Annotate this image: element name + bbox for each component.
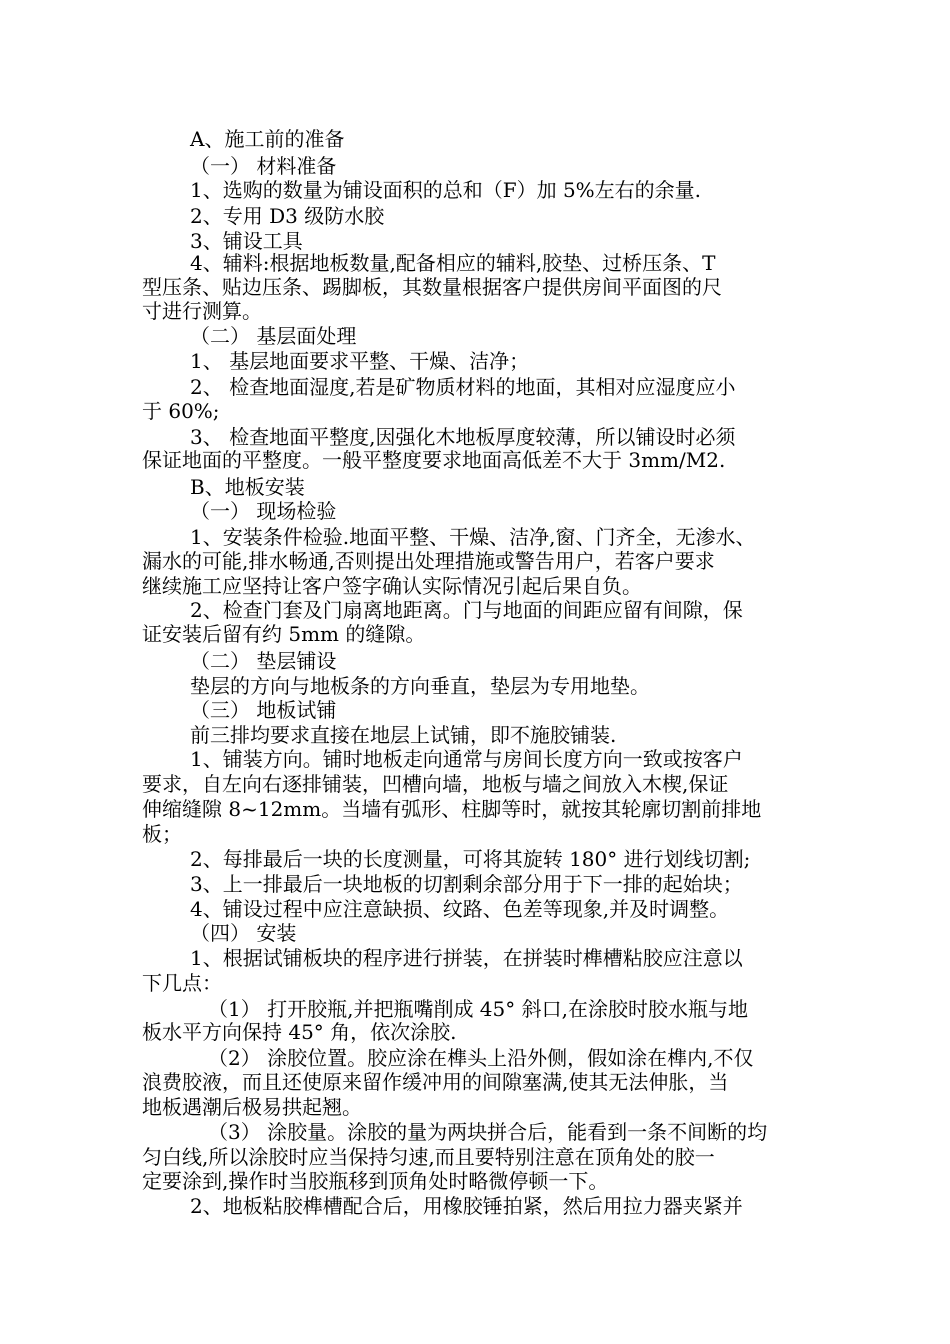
paragraph-line: 3、 检查地面平整度,因强化木地板厚度较薄，所以铺设时必须 — [190, 425, 736, 449]
subsection-heading: （一） 现场检验 — [190, 499, 337, 523]
paragraph-line: 1、铺装方向。铺时地板走向通常与房间长度方向一致或按客户 — [190, 747, 743, 771]
paragraph-line: 4、辅料:根据地板数量,配备相应的辅料,胶垫、过桥压条、T — [190, 251, 716, 275]
subsection-heading: （三） 地板试铺 — [190, 698, 337, 722]
paragraph-line: 2、 检查地面湿度,若是矿物质材料的地面，其相对应湿度应小 — [190, 375, 736, 399]
subsection-heading: （四） 安装 — [190, 921, 297, 945]
paragraph-line: 4、铺设过程中应注意缺损、纹路、色差等现象,并及时调整。 — [190, 897, 730, 921]
paragraph-line: 3、铺设工具 — [190, 229, 303, 253]
paragraph-line: 1、 基层地面要求平整、干燥、洁净； — [190, 349, 530, 373]
paragraph-line: 1、根据试铺板块的程序进行拼装，在拼装时榫槽粘胶应注意以 — [190, 946, 743, 970]
paragraph-line: 3、上一排最后一块地板的切割剩余部分用于下一排的起始块； — [190, 872, 743, 896]
paragraph-line: 漏水的可能,排水畅通,否则提出处理措施或警告用户，若客户要求 — [142, 549, 715, 573]
paragraph-line: 前三排均要求直接在地层上试铺，即不施胶铺装. — [190, 723, 617, 747]
paragraph-line: 伸缩缝隙 8~12mm。当墙有弧形、柱脚等时，就按其轮廓切割前排地 — [142, 797, 762, 821]
paragraph-line: 1、安装条件检验.地面平整、干燥、洁净,窗、门齐全，无渗水、 — [190, 525, 756, 549]
paragraph-line: 2、专用 D3 级防水胶 — [190, 204, 385, 228]
paragraph-line: 浪费胶液，而且还使原来留作缓冲用的间隙塞满,使其无法伸胀，当 — [142, 1070, 729, 1094]
paragraph-line: 保证地面的平整度。一般平整度要求地面高低差不大于 3mm/M2. — [142, 448, 726, 472]
paragraph-line: （1） 打开胶瓶,并把瓶嘴削成 45° 斜口,在涂胶时胶水瓶与地 — [208, 997, 748, 1021]
paragraph-line: （3） 涂胶量。涂胶的量为两块拼合后，能看到一条不间断的均 — [208, 1120, 768, 1144]
paragraph-line: 板水平方向保持 45° 角，依次涂胶. — [142, 1020, 457, 1044]
paragraph-line: 继续施工应坚持让客户签字确认实际情况引起后果自负。 — [142, 574, 642, 598]
paragraph-line: 1、选购的数量为铺设面积的总和（F）加 5%左右的余量. — [190, 178, 702, 202]
paragraph-line: 于 60%; — [142, 399, 220, 423]
section-heading-b: B、地板安装 — [190, 475, 305, 499]
paragraph-line: 型压条、贴边压条、踢脚板，其数量根据客户提供房间平面图的尺 — [142, 275, 722, 299]
section-heading-a: A、施工前的准备 — [190, 127, 345, 151]
paragraph-line: 证安装后留有约 5mm 的缝隙。 — [142, 622, 426, 646]
paragraph-line: 匀白线,所以涂胶时应当保持匀速,而且要特别注意在顶角处的胶一 — [142, 1145, 715, 1169]
subsection-heading: （二） 垫层铺设 — [190, 649, 337, 673]
subsection-heading: （一） 材料准备 — [190, 154, 337, 178]
paragraph-line: 2、检查门套及门扇离地距离。门与地面的间距应留有间隙，保 — [190, 598, 743, 622]
paragraph-line: 要求，自左向右逐排铺装，凹槽向墙，地板与墙之间放入木楔,保证 — [142, 772, 729, 796]
subsection-heading: （二） 基层面处理 — [190, 324, 357, 348]
paragraph-line: 下几点： — [142, 971, 222, 995]
paragraph-line: 寸进行测算。 — [142, 299, 262, 323]
paragraph-line: 定要涂到,操作时当胶瓶移到顶角处时略微停顿一下。 — [142, 1169, 609, 1193]
paragraph-line: （2） 涂胶位置。胶应涂在榫头上沿外侧，假如涂在榫内,不仅 — [208, 1046, 754, 1070]
paragraph-line: 垫层的方向与地板条的方向垂直，垫层为专用地垫。 — [190, 674, 650, 698]
paragraph-line: 2、地板粘胶榫槽配合后，用橡胶锤拍紧，然后用拉力器夹紧并 — [190, 1194, 743, 1218]
paragraph-line: 板； — [142, 822, 182, 846]
paragraph-line: 地板遇潮后极易拱起翘。 — [142, 1095, 362, 1119]
paragraph-line: 2、每排最后一块的长度测量，可将其旋转 180° 进行划线切割; — [190, 847, 751, 871]
